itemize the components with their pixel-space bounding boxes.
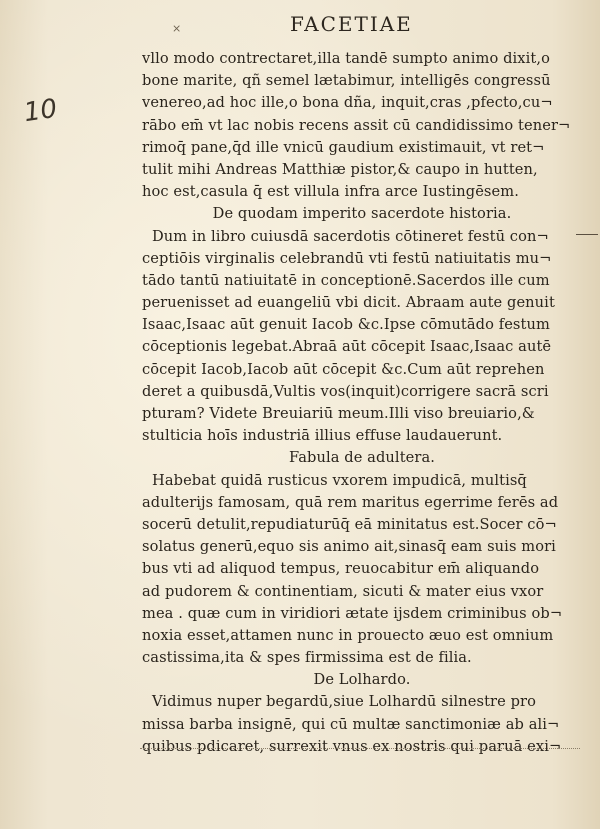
- section-heading: Fabula de adultera.: [288, 449, 436, 467]
- text-line: rābo em̄ vt lac nobis recens assit cū candidissimo tener¬: [142, 116, 571, 134]
- text-line: castissima,ita & spes firmissima est de filia.: [142, 649, 472, 667]
- text-line: bone marite, qñ semel lætabimur, intelligēs congressū: [142, 72, 551, 90]
- text-line: quibus pdicaret, surrexit vnus ex nostris qui paruā exi¬: [142, 737, 562, 755]
- text-line: missa barba insignē, qui cū multæ sanctimoniæ ab ali¬: [142, 715, 560, 733]
- text-block: [142, 48, 582, 758]
- text-line: Isaac,Isaac aūt genuit Iacob &c.Ipse cōmutādo festum: [142, 316, 550, 334]
- text-line: Habebat quidā rusticus vxorem impudicā, multisq̄: [152, 471, 527, 489]
- text-line: hoc est,casula q̄ est villula infra arce Iustingēsem.: [142, 183, 519, 201]
- running-head: FACETIAE: [290, 12, 413, 36]
- bottom-dotted-line: [140, 738, 580, 749]
- margin-annotation: 10: [22, 93, 60, 129]
- text-line: peruenisset ad euangeliū vbi dicit. Abraam aute genuit: [142, 294, 555, 312]
- section-heading: De quodam imperito sacerdote historia.: [212, 205, 512, 223]
- text-line: solatus generū,equo sis animo ait,sinasq̄ eam suis mori: [142, 538, 556, 556]
- text-line: bus vti ad aliquod tempus, reuocabitur em̄ aliquando: [142, 560, 540, 578]
- text-line: ad pudorem & continentiam, sicuti & mater eius vxor: [142, 582, 544, 600]
- text-line: venereo,ad hoc ille,o bona dña, inquit,cras ,pfecto,cu¬: [142, 94, 553, 112]
- text-line: ceptiōis virginalis celebrandū vti festū natiuitatis mu¬: [142, 249, 552, 267]
- text-line: mea . quæ cum in viridiori ætate ijsdem criminibus ob¬: [142, 604, 563, 622]
- text-line: stulticia hoīs industriā illius effuse laudauerunt.: [142, 427, 503, 445]
- text-line: Vidimus nuper begardū,siue Lolhardū silnestre pro: [152, 693, 536, 711]
- text-line: vllo modo contrectaret,illa tandē sumpto animo dixit,o: [142, 50, 550, 67]
- text-line: pturam? Videte Breuiariū meum.Illi viso breuiario,&: [142, 405, 535, 422]
- text-line: socerū detulit,repudiaturūq̄ eā minitatus est.Socer cō¬: [142, 515, 557, 533]
- text-line: Dum in libro cuiusdā sacerdotis cōtineret festū con¬: [152, 227, 549, 245]
- corner-mark: ×: [172, 22, 182, 35]
- text-line: deret a quibusdā,Vultis vos(inquit)corrigere sacrā scri: [142, 382, 549, 400]
- text-line: adulterijs famosam, quā rem maritus egerrime ferēs ad: [142, 493, 559, 511]
- section-heading: De Lolhardo.: [313, 671, 411, 689]
- text-line: cōceptionis legebat.Abraā aūt cōcepit Isaac,Isaac autē: [142, 338, 552, 356]
- text-line: noxia esset,attamen nunc in prouecto æuo est omnium: [142, 626, 554, 644]
- text-line: cōcepit Iacob,Iacob aūt cōcepit &c.Cum aūt reprehen: [142, 360, 545, 378]
- text-line: tulit mihi Andreas Matthiæ pistor,& caupo in hutten,: [142, 160, 538, 178]
- text-line: rimoq̄ pane,q̄d ille vnicū gaudium existimauit, vt ret¬: [142, 138, 545, 156]
- text-line: tādo tantū natiuitatē in conceptionē.Sacerdos ille cum: [142, 271, 550, 289]
